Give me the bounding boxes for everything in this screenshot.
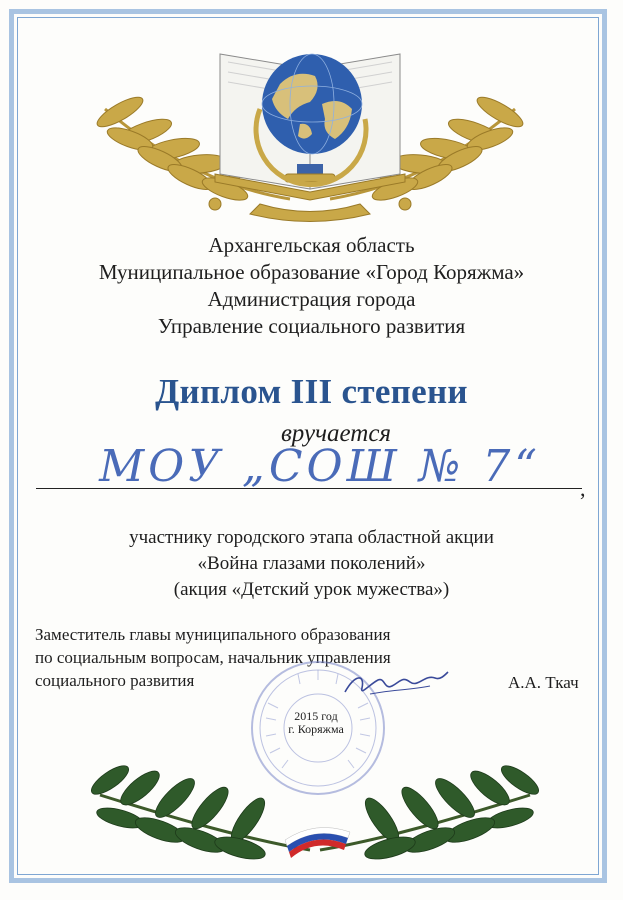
awarded-label: вручается: [280, 420, 392, 447]
department-line: Управление социального развития: [157, 314, 466, 338]
recipient-comma: ,: [580, 476, 586, 501]
description-line-2: «Война глазами поколений»: [197, 553, 426, 574]
signer-line-2: по социальным вопросам, начальник управления: [35, 648, 391, 667]
region-line: Архангельская область: [208, 233, 415, 257]
city-line: г. Коряжма: [288, 722, 344, 736]
russian-flag-ribbon-icon: [285, 828, 350, 859]
description-line-1: участнику городского этапа областной акции: [129, 527, 494, 548]
diploma-title: Диплом III степени: [155, 372, 468, 411]
recipient-name: МОУ „СОШ № 7“: [99, 441, 541, 492]
green-laurel-flag-icon: [80, 740, 550, 870]
year-line: 2015 год: [294, 709, 338, 723]
award-description: [0, 525, 623, 603]
signer-line-1: Заместитель главы муниципального образования: [35, 625, 391, 644]
signer-name: А.А. Ткач: [508, 673, 579, 692]
signature-icon: [340, 664, 450, 704]
administration-line: Администрация города: [207, 287, 416, 311]
place-and-date: [266, 710, 366, 736]
description-line-3: (акция «Детский урок мужества»): [173, 579, 450, 600]
globe-book-emblem-icon: [60, 14, 560, 229]
signer-line-3: социального развития: [35, 671, 195, 690]
recipient-underline: [36, 488, 582, 489]
issuer-header: [0, 232, 623, 340]
municipality-line: Муниципальное образование «Город Коряжма»: [98, 260, 525, 284]
